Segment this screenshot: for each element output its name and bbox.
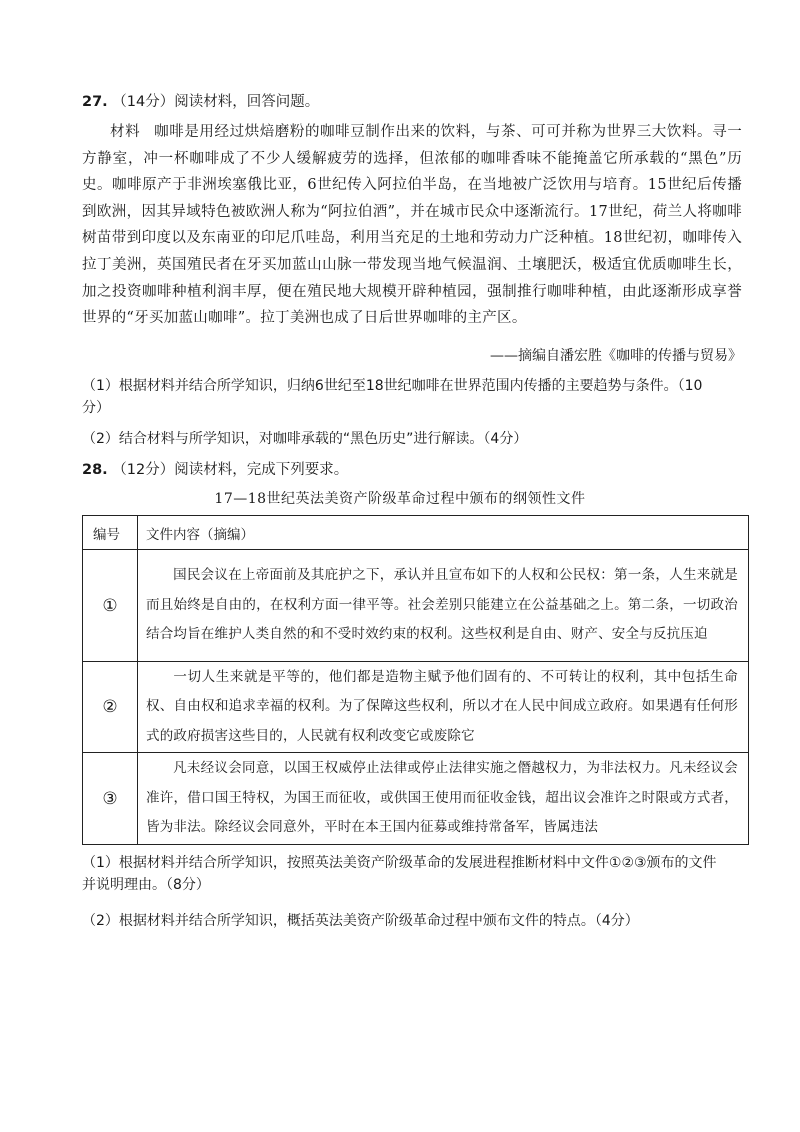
question-27-number: 27. xyxy=(82,94,108,110)
question-28-sub1-line2: 并说明理由。（8分） xyxy=(82,877,210,893)
material-label: 材料 xyxy=(110,124,141,140)
row-content xyxy=(138,753,749,845)
table-row xyxy=(83,753,749,845)
question-28-sub2: （2）根据材料并结合所学知识，概括英法美资产阶级革命过程中颁布文件的特点。（4分） xyxy=(82,913,639,929)
column-header-content: 文件内容（摘编） xyxy=(138,516,749,550)
question-28-sub1-line1: （1）根据材料并结合所学知识，按照英法美资产阶级革命的发展进程推断材料中文件①②③颁布的文件 xyxy=(82,855,717,871)
row-text: 国民会议在上帝面前及其庇护之下，承认并且宣布如下的人权和公民权：第一条，人生来就是而且始终是自由的，在权利方面一律平等。社会差别只能建立在公益基础之上。第二条，一切政治结合均旨在维护人类自然的和不受时效约束的权利。这些权利是自由、财产、安全与反抗压迫 xyxy=(146,567,738,643)
question-27-sub1 xyxy=(82,375,750,419)
question-27-sub2: （2）结合材料与所学知识，对咖啡承载的“黑色历史”进行解读。（4分） xyxy=(82,431,528,447)
question-27-header xyxy=(82,92,319,112)
material-source: ——摘编自潘宏胜《咖啡的传播与贸易》 xyxy=(490,348,742,364)
table-row xyxy=(83,662,749,753)
row-index: ③ xyxy=(83,753,138,845)
column-header-number: 编号 xyxy=(83,516,138,550)
question-27-sub1-line1: （1）根据材料并结合所学知识，归纳6世纪至18世纪咖啡在世界范围内传播的主要趋势与条件。（10 xyxy=(82,378,703,394)
question-28-number: 28. xyxy=(82,462,108,478)
documents-table xyxy=(82,515,749,845)
question-28-prompt: （12分）阅读材料，完成下列要求。 xyxy=(112,462,349,478)
question-27-material xyxy=(82,119,742,332)
table-row xyxy=(83,550,749,662)
question-27-sub1-line2: 分） xyxy=(82,400,110,416)
question-27-prompt: （14分）阅读材料，回答问题。 xyxy=(112,94,320,110)
row-text: 凡未经议会同意，以国王权威停止法律或停止法律实施之僭越权力，为非法权力。凡未经议会准许，借口国王特权，为国王而征收，或供国王使用而征收金钱，超出议会准许之时限或方式者，皆为非法。除经议会同意外，平时在本王国内征募或维持常备军，皆属违法 xyxy=(146,760,738,836)
material-text: 咖啡是用经过烘焙磨粉的咖啡豆制作出来的饮料，与茶、可可并称为世界三大饮料。寻一方静室，冲一杯咖啡成了不少人缓解疲劳的选择，但浓郁的咖啡香味不能掩盖它所承载的“黑色”历史。咖啡原产于非洲埃塞俄比亚，6世纪传入阿拉伯半岛，在当地被广泛饮用与培育。15世纪后传播到欧洲，因其异域特色被欧洲人称为“阿拉伯酒”，并在城市民众中逐渐流行。17世纪，荷兰人将咖啡树苗带到印度以及东南亚的印尼爪哇岛，利用当充足的土地和劳动力广泛种植。18世纪初，咖啡传入拉丁美洲，英国殖民者在牙买加蓝山山脉一带发现当地气候温润、土壤肥沃，极适宜优质咖啡生长，加之投资咖啡种植利润丰厚，便在殖民地大规模开辟种植园，强制推行咖啡种植，由此逐渐形成享誉世界的“牙买加蓝山咖啡”。拉丁美洲也成了日后世界咖啡的主产区。 xyxy=(82,124,742,327)
row-index: ① xyxy=(83,550,138,662)
row-content xyxy=(138,662,749,753)
row-content xyxy=(138,550,749,662)
question-28-sub1 xyxy=(82,852,750,896)
row-text: 一切人生来就是平等的，他们都是造物主赋予他们固有的、不可转让的权利，其中包括生命权、自由权和追求幸福的权利。为了保障这些权利，所以才在人民中间成立政府。如果遇有任何形式的政府损害这些目的，人民就有权利改变它或废除它 xyxy=(146,668,738,744)
question-28-header xyxy=(82,460,348,480)
table-header-row xyxy=(83,516,749,550)
row-index: ② xyxy=(83,662,138,753)
table-title: 17—18世纪英法美资产阶级革命过程中颁布的纲领性文件 xyxy=(214,491,586,507)
